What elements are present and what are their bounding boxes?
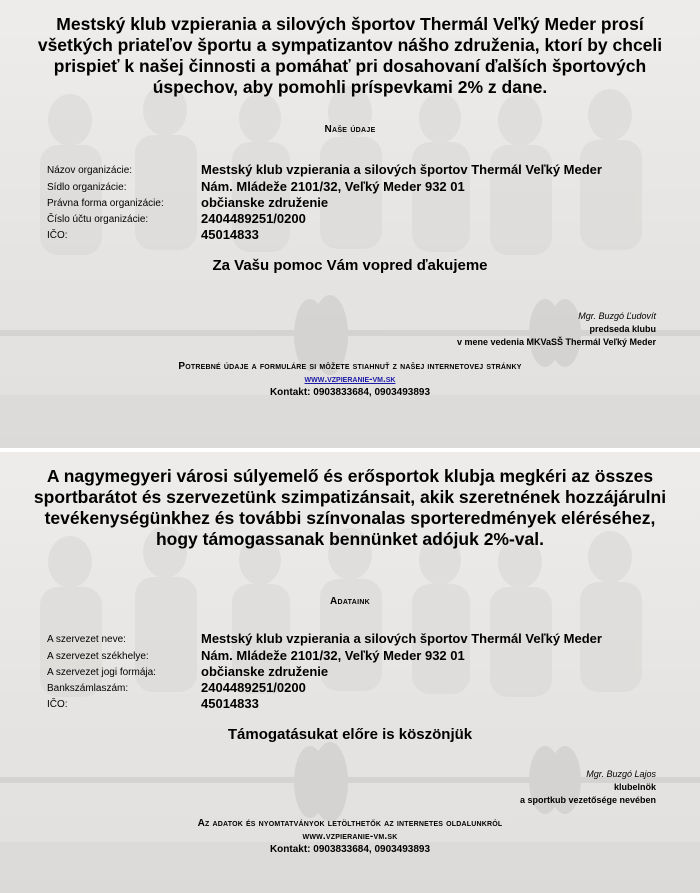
signatory-role: klubelnök bbox=[613, 782, 656, 792]
row-label: Sídlo organizácie: bbox=[47, 182, 127, 193]
row-value: Mestský klub vzpierania a silových športov Thermál Veľký Meder bbox=[201, 162, 602, 177]
website-link[interactable]: www.vzpieranie-vm.sk bbox=[304, 374, 396, 385]
signatory-role: predseda klubu bbox=[589, 324, 656, 334]
row-value: Mestský klub vzpierania a silových športov Thermál Veľký Meder bbox=[201, 631, 602, 646]
hungarian-flyer-panel bbox=[0, 452, 700, 893]
thanks-line: Támogatásukat előre is köszönjük bbox=[227, 726, 473, 743]
row-value: občianske združenie bbox=[201, 195, 329, 210]
signatory-on-behalf: v mene vedenia MKVaSŠ Thermál Veľký Meder bbox=[456, 337, 656, 347]
website-text: www.vzpieranie-vm.sk bbox=[302, 831, 398, 842]
row-label: A szervezet jogi formája: bbox=[47, 667, 156, 678]
row-value: Nám. Mládeže 2101/32, Veľký Meder 932 01 bbox=[201, 179, 465, 194]
signatory-on-behalf: a sportkub vezetősége nevében bbox=[519, 795, 656, 805]
row-value: 2404489251/0200 bbox=[201, 211, 306, 226]
appeal-headline: Mestský klub vzpierania a silových športov Thermál Veľký Meder prosí všetkých priateľov športu a sympatizantov nášho združenia, ktorí by chceli prispieť k našej činnosti a pomáhať pri dosahovaní ďalších športových úspechov, aby pomohli príspevkami 2% z dane. bbox=[37, 14, 663, 97]
row-value: občianske združenie bbox=[201, 664, 329, 679]
row-label: IČO: bbox=[47, 699, 68, 710]
row-label: A szervezet neve: bbox=[47, 634, 126, 645]
download-notice: Az adatok és nyomtatványok letölthetők az internetes oldalunkról bbox=[197, 818, 503, 829]
hungarian-content bbox=[0, 452, 700, 893]
thanks-line: Za Vašu pomoc Vám vopred ďakujeme bbox=[212, 257, 488, 274]
row-label: Bankszámlaszám: bbox=[47, 683, 129, 694]
row-value: 45014833 bbox=[201, 227, 259, 242]
contact-line: Kontakt: 0903833684, 0903493893 bbox=[269, 844, 431, 855]
section-title: Naše údaje bbox=[324, 124, 376, 135]
row-label: A szervezet székhelye: bbox=[47, 651, 149, 662]
signature-block bbox=[457, 310, 656, 349]
appeal-headline: A nagymegyeri városi súlyemelő és erősportok klubja megkéri az összes sportbarátot és szervezetünk szimpatizánsait, akik szeretnének hozzájárulni tevékenységünkhez és további színvonalas sporteredmények eléréséhez, hogy támogassanak bennünket adójuk 2%-val. bbox=[33, 466, 667, 549]
download-info bbox=[0, 817, 700, 856]
signatory-name: Mgr. Buzgó Ľudovít bbox=[578, 311, 656, 321]
row-label: Číslo účtu organizácie: bbox=[47, 214, 149, 225]
row-value: Nám. Mládeže 2101/32, Veľký Meder 932 01 bbox=[201, 648, 465, 663]
row-label: Názov organizácie: bbox=[47, 165, 133, 176]
row-value: 2404489251/0200 bbox=[201, 680, 306, 695]
signature-block bbox=[520, 768, 656, 807]
row-value: 45014833 bbox=[201, 696, 259, 711]
contact-line: Kontakt: 0903833684, 0903493893 bbox=[269, 387, 431, 398]
row-label: Právna forma organizácie: bbox=[47, 198, 164, 209]
row-label: IČO: bbox=[47, 230, 68, 241]
download-notice: Potrebné údaje a formuláre si môžete stiahnuť z našej internetovej stránky bbox=[178, 361, 522, 372]
section-title: Adataink bbox=[329, 596, 371, 607]
signatory-name: Mgr. Buzgó Lajos bbox=[586, 769, 656, 779]
download-info bbox=[0, 360, 700, 399]
